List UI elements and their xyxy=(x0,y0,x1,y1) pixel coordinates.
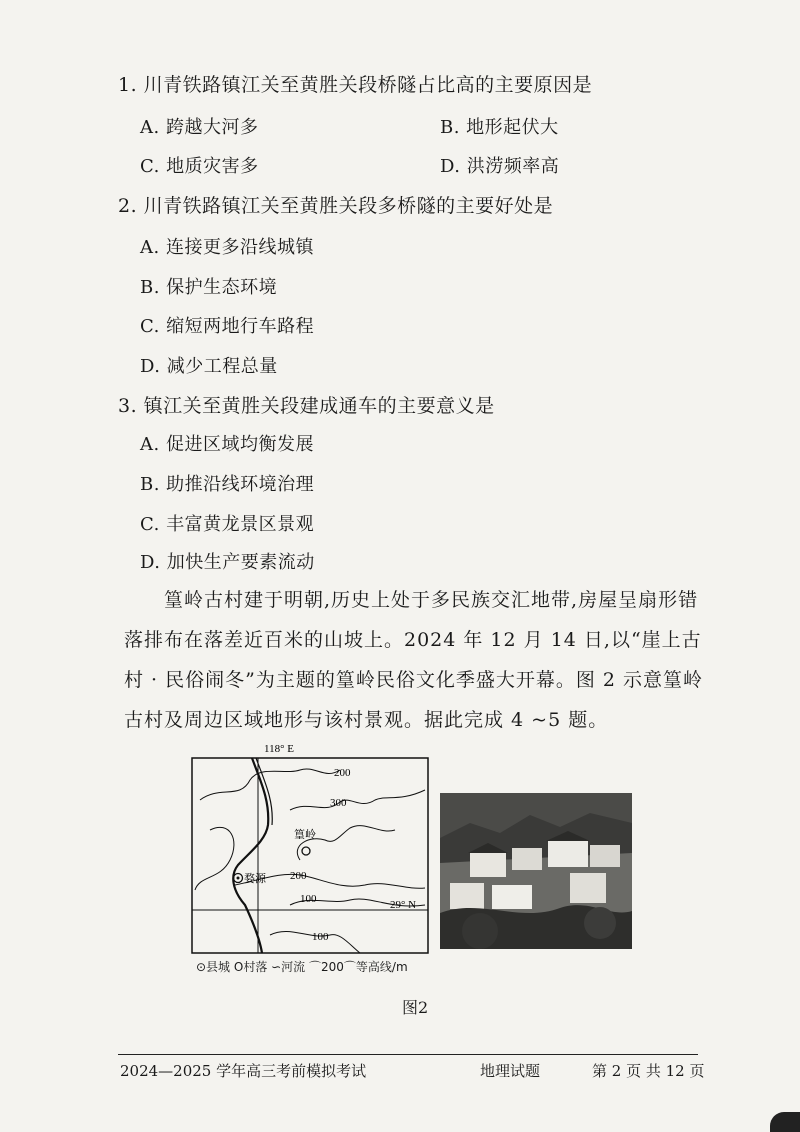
contour-map xyxy=(190,740,430,955)
question-3-stem: 3. 镇江关至黄胜关段建成通车的主要意义是 xyxy=(118,395,495,417)
q2-option-c: C. 缩短两地行车路程 xyxy=(140,316,315,337)
contour-label: 200 xyxy=(334,767,351,779)
contour-label: 200 xyxy=(290,870,307,882)
q1-option-c: C. 地质灾害多 xyxy=(140,156,259,177)
latitude-label: 29° N xyxy=(390,899,417,911)
footer-page-number: 第 2 页 共 12 页 xyxy=(592,1062,705,1080)
q1-option-b: B. 地形起伏大 xyxy=(440,117,559,138)
village-label: 篁岭 xyxy=(294,829,316,841)
contour-label: 100 xyxy=(300,893,317,905)
footer-subject: 地理试题 xyxy=(480,1062,541,1080)
q1-option-a: A. 跨越大河多 xyxy=(140,117,259,138)
footer-divider xyxy=(118,1054,698,1055)
contour-line xyxy=(195,827,234,890)
q3-option-b: B. 助推沿线环境治理 xyxy=(140,474,315,495)
contour-label: 300 xyxy=(330,797,347,809)
question-1-stem: 1. 川青铁路镇江关至黄胜关段桥隧占比高的主要原因是 xyxy=(118,74,593,96)
contour-line xyxy=(290,790,425,810)
q1-option-d: D. 洪涝频率高 xyxy=(440,156,560,177)
map-frame xyxy=(192,758,428,953)
river-line xyxy=(233,758,268,953)
q2-option-d: D. 减少工程总量 xyxy=(140,356,278,377)
q3-option-a: A. 促进区域均衡发展 xyxy=(140,434,314,455)
map-legend: ⊙县城 O村落 ∽河流 ⌒200⌒等高线/m xyxy=(196,960,408,974)
q2-option-a: A. 连接更多沿线城镇 xyxy=(140,237,314,258)
q3-option-c: C. 丰富黄龙景区景观 xyxy=(140,514,315,535)
contour-line xyxy=(200,769,340,800)
figure-caption: 图2 xyxy=(402,998,429,1017)
village-marker xyxy=(302,847,310,855)
passage xyxy=(124,580,714,740)
county-label: 婺源 xyxy=(244,873,266,885)
passage-text: 篁岭古村建于明朝,历史上处于多民族交汇地带,房屋呈扇形错落排布在落差近百米的山坡上。2024 年 12 月 14 日,以“崖上古村 · 民俗闹冬”为主题的篁岭民俗文化季盛大开幕。图 2 示意篁岭古村及周边区域地形与该村景观。据此完成 4 ~5 题。 xyxy=(124,589,704,731)
county-marker-dot xyxy=(237,877,240,880)
village-photo-icon xyxy=(440,793,632,949)
contour-label: 100 xyxy=(312,931,329,943)
question-2-stem: 2. 川青铁路镇江关至黄胜关段多桥隧的主要好处是 xyxy=(118,195,554,217)
q2-option-b: B. 保护生态环境 xyxy=(140,277,278,298)
footer-exam-title: 2024—2025 学年高三考前模拟考试 xyxy=(120,1062,367,1080)
q3-option-d: D. 加快生产要素流动 xyxy=(140,552,315,573)
longitude-label: 118° E xyxy=(264,743,294,755)
page-corner-mark xyxy=(770,1112,800,1132)
